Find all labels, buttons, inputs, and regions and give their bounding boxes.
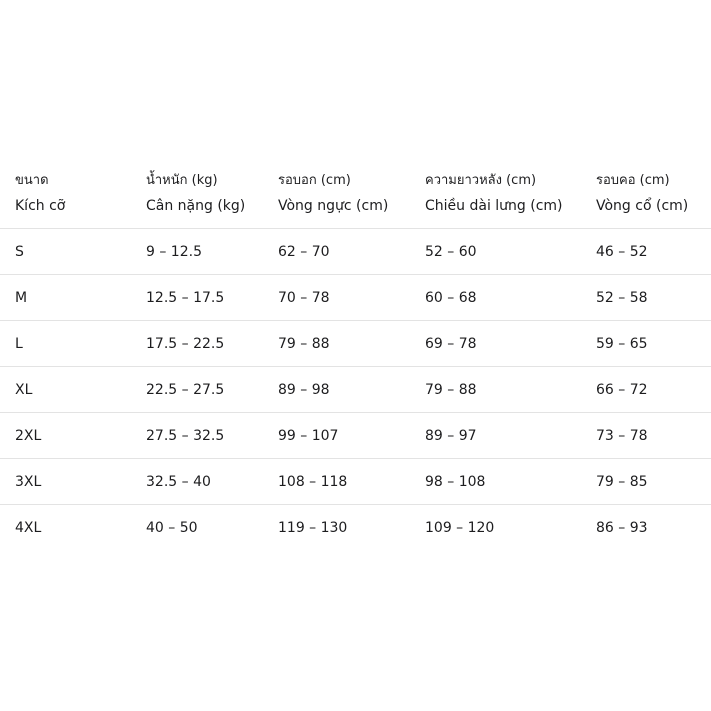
cell-back-length: 89 – 97	[425, 428, 477, 444]
cell-size: M	[15, 290, 28, 306]
cell-weight: 17.5 – 22.5	[146, 336, 225, 352]
cell-back-length: 52 – 60	[425, 244, 477, 260]
cell-weight: 27.5 – 32.5	[146, 428, 225, 444]
header-size-thai: ขนาด	[15, 173, 49, 188]
cell-size: 3XL	[15, 474, 42, 490]
header-weight-thai: น้ำหนัก (kg)	[146, 173, 218, 188]
header-neck-thai: รอบคอ (cm)	[596, 173, 670, 188]
cell-size: 2XL	[15, 428, 42, 444]
header-chest	[278, 172, 388, 215]
cell-chest: 89 – 98	[278, 382, 330, 398]
cell-weight: 22.5 – 27.5	[146, 382, 225, 398]
table-row	[0, 367, 711, 413]
cell-back-length: 69 – 78	[425, 336, 477, 352]
cell-size: XL	[15, 382, 33, 398]
table-row	[0, 321, 711, 367]
cell-back-length: 109 – 120	[425, 520, 495, 536]
cell-chest: 79 – 88	[278, 336, 330, 352]
table-row	[0, 275, 711, 321]
header-neck-vietnamese: Vòng cổ (cm)	[596, 198, 689, 214]
cell-back-length: 98 – 108	[425, 474, 486, 490]
cell-neck: 46 – 52	[596, 244, 648, 260]
cell-neck: 59 – 65	[596, 336, 648, 352]
table-row	[0, 459, 711, 505]
header-weight-vietnamese: Cân nặng (kg)	[146, 198, 246, 214]
cell-neck: 79 – 85	[596, 474, 648, 490]
header-size-vietnamese: Kích cỡ	[15, 198, 66, 214]
cell-back-length: 79 – 88	[425, 382, 477, 398]
header-chest-thai: รอบอก (cm)	[278, 173, 351, 188]
header-back-length-vietnamese: Chiều dài lưng (cm)	[425, 198, 563, 214]
header-weight	[146, 172, 245, 215]
cell-chest: 62 – 70	[278, 244, 330, 260]
cell-weight: 32.5 – 40	[146, 474, 211, 490]
cell-neck: 52 – 58	[596, 290, 648, 306]
cell-chest: 70 – 78	[278, 290, 330, 306]
header-back-length	[425, 172, 563, 215]
header-size	[15, 172, 65, 215]
table-row	[0, 413, 711, 459]
header-neck	[596, 172, 688, 215]
cell-chest: 119 – 130	[278, 520, 348, 536]
cell-size: L	[15, 336, 23, 352]
table-row	[0, 505, 711, 550]
cell-weight: 12.5 – 17.5	[146, 290, 225, 306]
header-back-length-thai: ความยาวหลัง (cm)	[425, 173, 537, 188]
cell-weight: 40 – 50	[146, 520, 198, 536]
header-chest-vietnamese: Vòng ngực (cm)	[278, 198, 389, 214]
size-chart-table	[0, 166, 711, 550]
cell-neck: 86 – 93	[596, 520, 648, 536]
cell-size: 4XL	[15, 520, 42, 536]
cell-neck: 66 – 72	[596, 382, 648, 398]
table-row	[0, 229, 711, 275]
cell-neck: 73 – 78	[596, 428, 648, 444]
cell-back-length: 60 – 68	[425, 290, 477, 306]
cell-chest: 108 – 118	[278, 474, 348, 490]
cell-chest: 99 – 107	[278, 428, 339, 444]
cell-size: S	[15, 244, 24, 260]
table-header-row	[0, 166, 711, 229]
cell-weight: 9 – 12.5	[146, 244, 202, 260]
